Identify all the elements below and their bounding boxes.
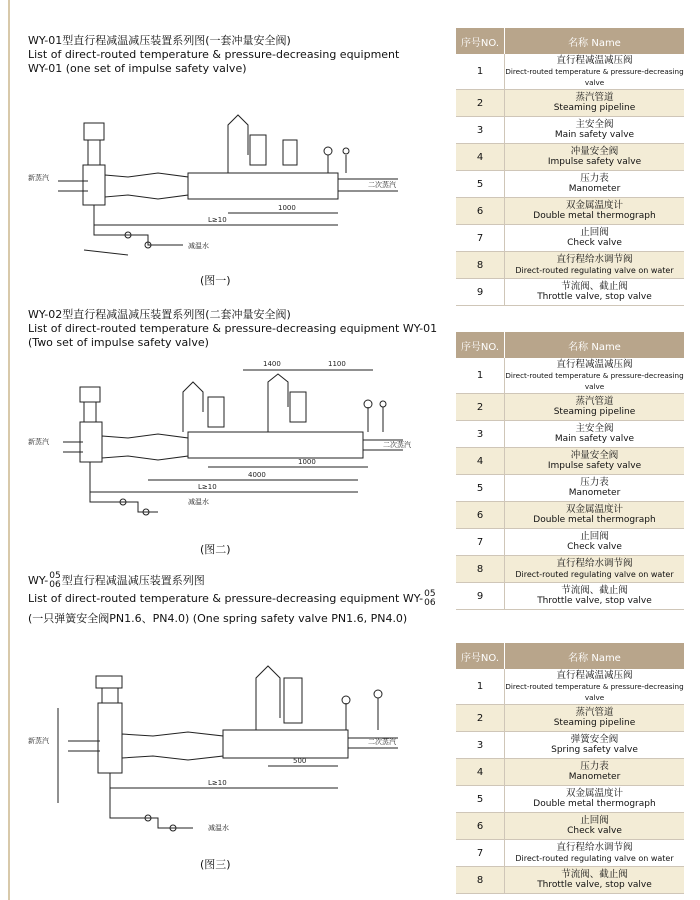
row-number: 7 bbox=[456, 529, 505, 555]
section-title-en: List of direct-routed temperature & pressure-decreasing equipment WY-01 bbox=[28, 322, 438, 335]
table-row bbox=[456, 502, 684, 529]
section-wy05-06 bbox=[28, 571, 436, 626]
row-name bbox=[505, 786, 684, 812]
row-number: 4 bbox=[456, 448, 505, 474]
label-steam-in: 新蒸汽 bbox=[28, 174, 49, 182]
table-row bbox=[456, 759, 684, 786]
name-cn: 蒸汽管道 bbox=[575, 92, 614, 103]
table-row bbox=[456, 252, 684, 279]
row-number: 7 bbox=[456, 225, 505, 251]
row-name bbox=[505, 54, 684, 89]
table-row bbox=[456, 669, 684, 705]
row-name bbox=[505, 171, 684, 197]
page-border bbox=[8, 0, 10, 900]
name-cn: 直行程给水调节阀 bbox=[556, 558, 633, 569]
name-en: Check valve bbox=[567, 542, 622, 552]
table-row bbox=[456, 225, 684, 252]
section-title-en-2: (一只弹簧安全阀PN1.6、PN4.0) (One spring safety valve PN1.6, PN4.0) bbox=[28, 612, 408, 625]
name-en: Throttle valve, stop valve bbox=[537, 880, 652, 890]
row-name bbox=[505, 759, 684, 785]
header-name: 名称 Name bbox=[568, 341, 621, 353]
label-dim-length: L≥10 bbox=[208, 779, 227, 787]
name-en: Direct-routed regulating valve on water bbox=[515, 854, 674, 863]
name-en: Direct-routed regulating valve on water bbox=[515, 570, 674, 579]
name-en: Check valve bbox=[567, 238, 622, 248]
table-row bbox=[456, 475, 684, 502]
name-en: Manometer bbox=[568, 772, 621, 782]
table-body bbox=[456, 358, 684, 610]
row-name bbox=[505, 813, 684, 839]
section-title-en-2: WY-01 (one set of impulse safety valve) bbox=[28, 62, 247, 75]
name-cn: 直行程减温减压阀 bbox=[556, 55, 633, 66]
label-dim-1000: 1000 bbox=[278, 204, 296, 212]
row-name bbox=[505, 198, 684, 224]
label-steam-in: 新蒸汽 bbox=[28, 438, 49, 446]
row-number: 1 bbox=[456, 669, 505, 704]
label-water: 减温水 bbox=[188, 242, 209, 250]
row-number: 3 bbox=[456, 117, 505, 143]
table-row bbox=[456, 840, 684, 867]
row-name bbox=[505, 867, 684, 893]
name-cn: 双金属温度计 bbox=[565, 788, 623, 799]
row-number: 3 bbox=[456, 421, 505, 447]
name-en: Main safety valve bbox=[554, 130, 635, 140]
header-name: 名称 Name bbox=[568, 37, 621, 49]
row-number: 5 bbox=[456, 171, 505, 197]
table-row bbox=[456, 394, 684, 421]
row-number: 1 bbox=[456, 358, 505, 393]
name-en: Steaming pipeline bbox=[553, 407, 636, 417]
row-name bbox=[505, 394, 684, 420]
name-en: Spring safety valve bbox=[551, 745, 638, 755]
name-en: Impulse safety valve bbox=[547, 157, 642, 167]
name-cn: 双金属温度计 bbox=[565, 504, 623, 515]
label-steam-in: 新蒸汽 bbox=[28, 737, 49, 745]
row-name bbox=[505, 529, 684, 555]
label-steam-out: 二次蒸汽 bbox=[383, 441, 411, 449]
section-title-cn bbox=[28, 572, 428, 590]
header-no: 序号NO. bbox=[456, 332, 505, 358]
figure-caption-2: (图二) bbox=[200, 543, 231, 556]
name-en: Double metal thermograph bbox=[533, 211, 656, 221]
table-row bbox=[456, 786, 684, 813]
row-name bbox=[505, 556, 684, 582]
row-name bbox=[505, 502, 684, 528]
row-name bbox=[505, 279, 684, 305]
row-name bbox=[505, 117, 684, 143]
row-name bbox=[505, 583, 684, 609]
name-cn: 弹簧安全阀 bbox=[570, 734, 619, 745]
name-en: Main safety valve bbox=[554, 434, 635, 444]
table-row bbox=[456, 358, 684, 394]
row-number: 2 bbox=[456, 705, 505, 731]
row-number: 9 bbox=[456, 279, 505, 305]
name-cn: 节流阀、截止阀 bbox=[561, 869, 628, 880]
section-title-en bbox=[28, 589, 436, 608]
name-en: Double metal thermograph bbox=[533, 799, 656, 809]
row-number: 1 bbox=[456, 54, 505, 89]
title-en-text: List of direct-routed temperature & pressure-decreasing equipment WY- bbox=[28, 592, 424, 605]
row-name bbox=[505, 732, 684, 758]
name-en: Double metal thermograph bbox=[533, 515, 656, 525]
row-name bbox=[505, 475, 684, 501]
section-title-en: List of direct-routed temperature & pressure-decreasing equipment bbox=[28, 48, 400, 61]
row-number: 7 bbox=[456, 840, 505, 866]
name-en: Direct-routed temperature & pressure-decreasing valve bbox=[505, 67, 684, 87]
row-number: 4 bbox=[456, 759, 505, 785]
row-number: 9 bbox=[456, 583, 505, 609]
name-en: Direct-routed temperature & pressure-decreasing valve bbox=[505, 371, 684, 391]
name-en: Impulse safety valve bbox=[547, 461, 642, 471]
table-row bbox=[456, 279, 684, 306]
figure-caption-3: (图三) bbox=[200, 858, 231, 871]
name-cn: 止回阀 bbox=[580, 227, 609, 238]
row-name bbox=[505, 90, 684, 116]
table-body bbox=[456, 54, 684, 306]
parts-table-1 bbox=[456, 28, 684, 306]
table-row bbox=[456, 54, 684, 90]
table-header bbox=[456, 28, 684, 54]
row-name bbox=[505, 144, 684, 170]
row-number: 8 bbox=[456, 556, 505, 582]
model-top: 05 bbox=[49, 571, 61, 581]
name-cn: 压力表 bbox=[580, 761, 609, 772]
row-name bbox=[505, 840, 684, 866]
label-steam-out: 二次蒸汽 bbox=[368, 181, 396, 189]
name-cn: 止回阀 bbox=[580, 531, 609, 542]
name-cn: 直行程给水调节阀 bbox=[556, 254, 633, 265]
row-number: 2 bbox=[456, 90, 505, 116]
header-no: 序号NO. bbox=[456, 28, 505, 54]
table-row bbox=[456, 171, 684, 198]
row-number: 8 bbox=[456, 867, 505, 893]
name-cn: 压力表 bbox=[580, 477, 609, 488]
name-en: Steaming pipeline bbox=[553, 718, 636, 728]
row-number: 3 bbox=[456, 732, 505, 758]
name-cn: 节流阀、截止阀 bbox=[561, 281, 628, 292]
diagram-wy02 bbox=[28, 352, 428, 536]
name-cn: 冲量安全阀 bbox=[570, 450, 619, 461]
label-dim-length: L≥10 bbox=[198, 483, 217, 491]
row-number: 8 bbox=[456, 252, 505, 278]
table-row bbox=[456, 198, 684, 225]
name-en: Throttle valve, stop valve bbox=[537, 292, 652, 302]
label-dim-1100: 1100 bbox=[328, 360, 346, 368]
table-row bbox=[456, 144, 684, 171]
table-row bbox=[456, 813, 684, 840]
name-cn: 蒸汽管道 bbox=[575, 396, 614, 407]
name-cn: 双金属温度计 bbox=[565, 200, 623, 211]
label-dim-1400: 1400 bbox=[263, 360, 281, 368]
table-row bbox=[456, 421, 684, 448]
header-no: 序号NO. bbox=[456, 643, 505, 669]
table-row bbox=[456, 705, 684, 732]
title-text: 型直行程减温减压装置系列图 bbox=[61, 574, 205, 587]
table-body bbox=[456, 669, 684, 894]
model-bottom: 06 bbox=[424, 598, 436, 608]
name-cn: 冲量安全阀 bbox=[570, 146, 619, 157]
table-row bbox=[456, 732, 684, 759]
name-cn: 蒸汽管道 bbox=[575, 707, 614, 718]
label-dim-4000: 4000 bbox=[248, 471, 266, 479]
diagram-wy05-06 bbox=[28, 648, 428, 842]
row-name bbox=[505, 252, 684, 278]
row-number: 2 bbox=[456, 394, 505, 420]
label-water: 减温水 bbox=[208, 824, 229, 832]
name-cn: 直行程减温减压阀 bbox=[556, 670, 633, 681]
model-top: 05 bbox=[424, 589, 436, 599]
name-cn: 节流阀、截止阀 bbox=[561, 585, 628, 596]
name-en: Direct-routed temperature & pressure-decreasing valve bbox=[505, 682, 684, 702]
table-row bbox=[456, 529, 684, 556]
row-number: 5 bbox=[456, 786, 505, 812]
table-header bbox=[456, 643, 684, 669]
row-name bbox=[505, 358, 684, 393]
row-name bbox=[505, 225, 684, 251]
name-en: Manometer bbox=[568, 488, 621, 498]
row-name bbox=[505, 448, 684, 474]
table-row bbox=[456, 556, 684, 583]
row-number: 6 bbox=[456, 502, 505, 528]
title-model-numbers bbox=[49, 572, 60, 590]
name-cn: 直行程减温减压阀 bbox=[556, 359, 633, 370]
table-row bbox=[456, 583, 684, 610]
name-cn: 压力表 bbox=[580, 173, 609, 184]
row-name bbox=[505, 669, 684, 704]
row-name bbox=[505, 705, 684, 731]
figure-caption-1: (图一) bbox=[200, 274, 231, 287]
section-title-cn: WY-01型直行程减温减压装置系列图(一套冲量安全阀) bbox=[28, 34, 291, 47]
table-row bbox=[456, 448, 684, 475]
diagram-wy01 bbox=[28, 95, 428, 279]
label-steam-out: 二次蒸汽 bbox=[368, 738, 396, 746]
label-dim-500: 500 bbox=[293, 757, 307, 765]
parts-table-3 bbox=[456, 643, 684, 894]
name-en: Steaming pipeline bbox=[553, 103, 636, 113]
table-row bbox=[456, 867, 684, 894]
name-en: Direct-routed regulating valve on water bbox=[515, 266, 674, 275]
table-row bbox=[456, 90, 684, 117]
row-name bbox=[505, 421, 684, 447]
label-dim-length: L≥10 bbox=[208, 216, 227, 224]
title-prefix: WY- bbox=[28, 574, 49, 587]
title-en-model-numbers bbox=[424, 590, 435, 608]
name-cn: 直行程给水调节阀 bbox=[556, 842, 633, 853]
model-bottom: 06 bbox=[49, 580, 61, 590]
name-en: Throttle valve, stop valve bbox=[537, 596, 652, 606]
name-en: Manometer bbox=[568, 184, 621, 194]
name-cn: 主安全阀 bbox=[575, 423, 614, 434]
section-wy01 bbox=[28, 34, 428, 76]
parts-table-2 bbox=[456, 332, 684, 610]
section-wy02 bbox=[28, 308, 438, 350]
name-cn: 主安全阀 bbox=[575, 119, 614, 130]
header-name: 名称 Name bbox=[568, 652, 621, 664]
label-dim-1000: 1000 bbox=[298, 458, 316, 466]
table-row bbox=[456, 117, 684, 144]
row-number: 5 bbox=[456, 475, 505, 501]
section-title-en-2: (Two set of impulse safety valve) bbox=[28, 336, 209, 349]
row-number: 6 bbox=[456, 198, 505, 224]
name-cn: 止回阀 bbox=[580, 815, 609, 826]
name-en: Check valve bbox=[567, 826, 622, 836]
row-number: 6 bbox=[456, 813, 505, 839]
label-water: 减温水 bbox=[188, 498, 209, 506]
row-number: 4 bbox=[456, 144, 505, 170]
table-header bbox=[456, 332, 684, 358]
section-title-cn: WY-02型直行程减温减压装置系列图(二套冲量安全阀) bbox=[28, 308, 291, 321]
